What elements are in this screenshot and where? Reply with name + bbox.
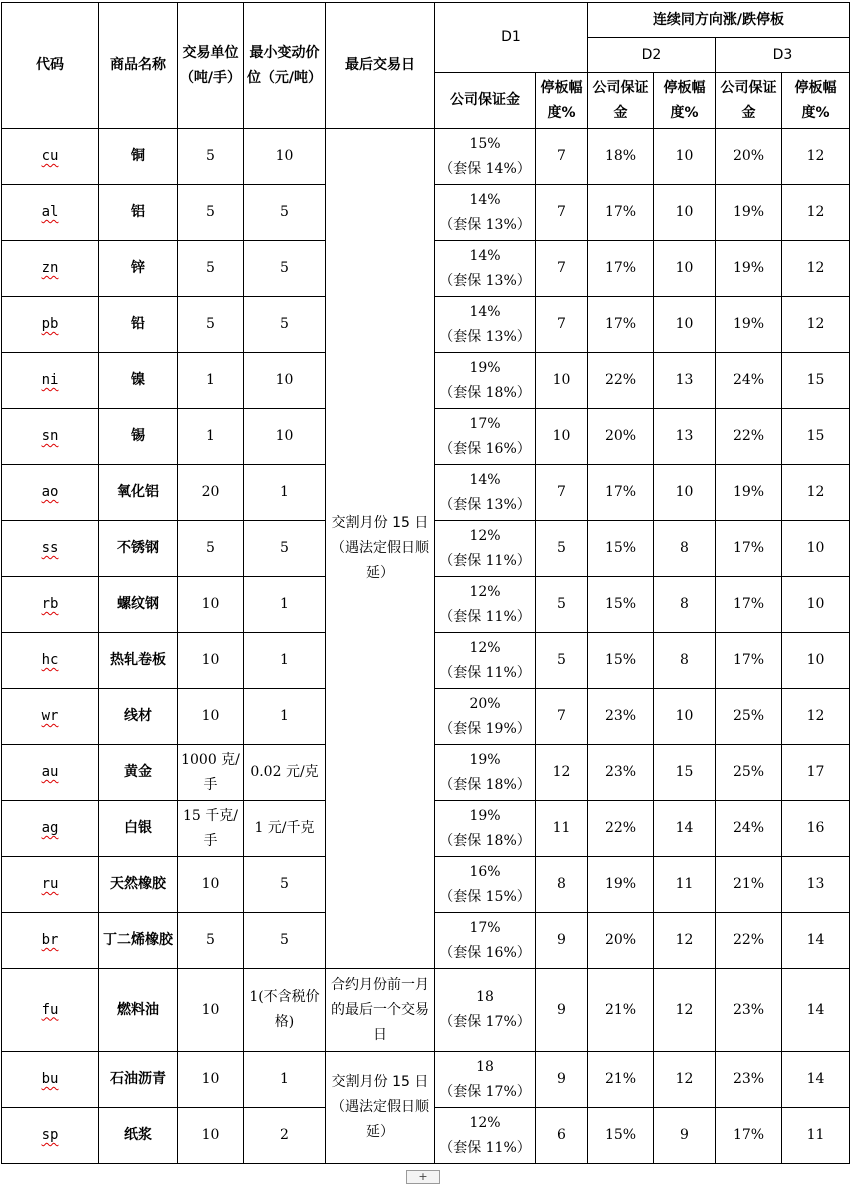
cell-d3-margin: 23%	[716, 969, 782, 1052]
cell-d1-margin	[435, 689, 536, 745]
cell-name: 燃料油	[99, 969, 178, 1052]
cell-unit: 1	[178, 409, 244, 465]
cell-d1-margin	[435, 297, 536, 353]
cell-tick: 5	[244, 857, 326, 913]
cell-d3-margin: 17%	[716, 577, 782, 633]
cell-code	[2, 745, 99, 801]
cell-tick: 10	[244, 409, 326, 465]
cell-code	[2, 521, 99, 577]
cell-unit: 10	[178, 633, 244, 689]
code-text: sp	[41, 1127, 59, 1143]
cell-name: 镍	[99, 353, 178, 409]
cell-d2-limit: 8	[654, 521, 716, 577]
d1-margin-value: 14%	[469, 303, 501, 320]
cell-tick: 0.02 元/克	[244, 745, 326, 801]
cell-d2-limit: 12	[654, 969, 716, 1052]
cell-d2-margin: 22%	[588, 353, 654, 409]
cell-d3-margin: 17%	[716, 633, 782, 689]
d1-margin-value: 17%	[469, 415, 501, 432]
cell-tick: 10	[244, 353, 326, 409]
d1-margin-value: 18	[476, 1058, 494, 1075]
cell-name: 丁二烯橡胶	[99, 913, 178, 969]
cell-code	[2, 241, 99, 297]
d1-margin-value: 14%	[469, 247, 501, 264]
cell-d2-limit: 12	[654, 913, 716, 969]
cell-unit: 1	[178, 353, 244, 409]
cell-d1-margin	[435, 353, 536, 409]
cell-d3-limit: 14	[782, 913, 850, 969]
cell-d1-limit: 12	[536, 745, 588, 801]
cell-code	[2, 689, 99, 745]
d1-margin-value: 12%	[469, 527, 501, 544]
cell-d3-limit: 12	[782, 241, 850, 297]
d1-hedge-value: （套保 15%）	[439, 888, 531, 905]
cell-d1-limit: 7	[536, 129, 588, 185]
d1-hedge-value: （套保 16%）	[439, 440, 531, 457]
cell-name: 螺纹钢	[99, 577, 178, 633]
cell-code	[2, 969, 99, 1052]
cell-unit: 10	[178, 689, 244, 745]
header-d3-margin: 公司保证金	[716, 73, 782, 129]
cell-d2-margin: 17%	[588, 241, 654, 297]
code-text: ss	[41, 540, 59, 556]
d1-margin-value: 12%	[469, 639, 501, 656]
code-text: br	[41, 932, 59, 948]
cell-d2-limit: 15	[654, 745, 716, 801]
cell-code	[2, 353, 99, 409]
d1-margin-value: 17%	[469, 919, 501, 936]
cell-d2-margin: 15%	[588, 1108, 654, 1164]
cell-d3-margin: 25%	[716, 745, 782, 801]
cell-code	[2, 577, 99, 633]
cell-last-day-c: 交割月份 15 日（遇法定假日顺延）	[326, 1052, 435, 1164]
d1-margin-value: 14%	[469, 471, 501, 488]
cell-d2-limit: 10	[654, 297, 716, 353]
cell-d2-limit: 10	[654, 185, 716, 241]
cell-code	[2, 913, 99, 969]
cell-name: 锡	[99, 409, 178, 465]
d1-hedge-value: （套保 17%）	[439, 1083, 531, 1100]
cell-unit: 5	[178, 241, 244, 297]
cell-d1-limit: 9	[536, 1052, 588, 1108]
cell-unit: 5	[178, 521, 244, 577]
cell-unit: 1000 克/手	[178, 745, 244, 801]
cell-d3-margin: 19%	[716, 465, 782, 521]
d1-margin-value: 20%	[469, 695, 501, 712]
cell-d2-margin: 21%	[588, 1052, 654, 1108]
cell-name: 黄金	[99, 745, 178, 801]
cell-d2-margin: 15%	[588, 577, 654, 633]
d1-hedge-value: （套保 13%）	[439, 496, 531, 513]
cell-d2-margin: 17%	[588, 465, 654, 521]
cell-code	[2, 857, 99, 913]
cell-d1-limit: 9	[536, 969, 588, 1052]
cell-d3-margin: 19%	[716, 185, 782, 241]
cell-d3-margin: 19%	[716, 297, 782, 353]
cell-unit: 10	[178, 1108, 244, 1164]
cell-d2-margin: 20%	[588, 409, 654, 465]
cell-d3-limit: 14	[782, 969, 850, 1052]
header-last-day: 最后交易日	[326, 3, 435, 129]
cell-d2-limit: 9	[654, 1108, 716, 1164]
code-text: ao	[41, 484, 59, 500]
cell-d1-limit: 5	[536, 577, 588, 633]
cell-tick: 5	[244, 913, 326, 969]
cell-d2-margin: 21%	[588, 969, 654, 1052]
cell-code	[2, 465, 99, 521]
cell-d3-limit: 15	[782, 353, 850, 409]
cell-d1-margin	[435, 969, 536, 1052]
header-d1-limit: 停板幅度%	[536, 73, 588, 129]
cell-unit: 5	[178, 129, 244, 185]
cell-d1-margin	[435, 745, 536, 801]
cell-d3-limit: 12	[782, 297, 850, 353]
cell-unit: 10	[178, 857, 244, 913]
cell-d1-margin	[435, 1052, 536, 1108]
cell-d1-margin	[435, 465, 536, 521]
d1-hedge-value: （套保 11%）	[439, 1139, 531, 1156]
cell-d3-limit: 15	[782, 409, 850, 465]
d1-hedge-value: （套保 14%）	[439, 160, 531, 177]
d1-hedge-value: （套保 18%）	[439, 776, 531, 793]
cell-d3-limit: 16	[782, 801, 850, 857]
cell-d1-margin	[435, 129, 536, 185]
header-unit: 交易单位（吨/手）	[178, 3, 244, 129]
margin-table	[1, 2, 850, 1164]
d1-margin-value: 18	[476, 989, 494, 1005]
cell-d1-margin	[435, 857, 536, 913]
d1-hedge-value: （套保 18%）	[439, 384, 531, 401]
cell-unit: 5	[178, 297, 244, 353]
cell-code	[2, 633, 99, 689]
cell-d2-margin: 18%	[588, 129, 654, 185]
d1-hedge-value: （套保 11%）	[439, 608, 531, 625]
code-text: hc	[41, 652, 59, 668]
cell-d2-limit: 10	[654, 465, 716, 521]
cell-d1-limit: 6	[536, 1108, 588, 1164]
cell-d1-margin	[435, 521, 536, 577]
cell-name: 白银	[99, 801, 178, 857]
table-row	[2, 969, 850, 1052]
cell-d2-limit: 10	[654, 129, 716, 185]
cell-d3-margin: 22%	[716, 409, 782, 465]
cell-unit: 10	[178, 577, 244, 633]
d1-hedge-value: （套保 16%）	[439, 944, 531, 961]
cell-d2-limit: 8	[654, 577, 716, 633]
cell-tick: 1	[244, 1052, 326, 1108]
cell-d3-margin: 17%	[716, 1108, 782, 1164]
cell-d2-margin: 15%	[588, 521, 654, 577]
cell-d1-limit: 10	[536, 353, 588, 409]
code-text: cu	[41, 148, 59, 164]
cell-d2-margin: 17%	[588, 297, 654, 353]
header-d3-limit: 停板幅度%	[782, 73, 850, 129]
code-text: rb	[41, 596, 59, 612]
code-text: au	[41, 764, 59, 780]
code-text: fu	[41, 1001, 59, 1018]
cell-d2-limit: 11	[654, 857, 716, 913]
cell-code	[2, 1052, 99, 1108]
cell-tick: 5	[244, 241, 326, 297]
d1-hedge-value: （套保 11%）	[439, 552, 531, 569]
cell-d1-limit: 11	[536, 801, 588, 857]
code-text: ru	[41, 876, 59, 892]
cell-tick: 1	[244, 633, 326, 689]
cell-d3-margin: 25%	[716, 689, 782, 745]
d1-margin-value: 16%	[469, 863, 501, 880]
cell-d1-margin	[435, 1108, 536, 1164]
cell-code	[2, 129, 99, 185]
cell-d2-margin: 22%	[588, 801, 654, 857]
table-row	[2, 1052, 850, 1108]
cell-d1-margin	[435, 409, 536, 465]
cell-d2-limit: 10	[654, 689, 716, 745]
cell-tick: 5	[244, 297, 326, 353]
cell-d2-limit: 14	[654, 801, 716, 857]
cell-d3-limit: 10	[782, 633, 850, 689]
cell-d2-limit: 10	[654, 241, 716, 297]
cell-tick: 1	[244, 465, 326, 521]
cell-unit: 15 千克/手	[178, 801, 244, 857]
cell-d3-margin: 19%	[716, 241, 782, 297]
header-tick: 最小变动价位（元/吨）	[244, 3, 326, 129]
header-d1: D1	[435, 3, 588, 73]
cell-d3-margin: 21%	[716, 857, 782, 913]
table-row	[2, 129, 850, 185]
cell-name: 铜	[99, 129, 178, 185]
cell-d1-limit: 7	[536, 465, 588, 521]
cell-d3-limit: 12	[782, 185, 850, 241]
cell-tick: 2	[244, 1108, 326, 1164]
cell-d1-limit: 7	[536, 241, 588, 297]
cell-unit: 10	[178, 969, 244, 1052]
cell-d1-limit: 7	[536, 297, 588, 353]
cell-unit: 20	[178, 465, 244, 521]
cell-d1-limit: 5	[536, 633, 588, 689]
cell-code	[2, 801, 99, 857]
code-text: ag	[41, 820, 59, 836]
cell-name: 热轧卷板	[99, 633, 178, 689]
cell-code	[2, 297, 99, 353]
d1-hedge-value: （套保 13%）	[439, 328, 531, 345]
header-d2-limit: 停板幅度%	[654, 73, 716, 129]
cell-name: 石油沥青	[99, 1052, 178, 1108]
cell-code	[2, 1108, 99, 1164]
cell-d2-margin: 19%	[588, 857, 654, 913]
cell-d1-margin	[435, 185, 536, 241]
cell-d2-limit: 13	[654, 353, 716, 409]
cell-tick: 1	[244, 577, 326, 633]
header-d2-margin: 公司保证金	[588, 73, 654, 129]
cell-d2-margin: 23%	[588, 689, 654, 745]
cell-d3-limit: 13	[782, 857, 850, 913]
cell-tick: 10	[244, 129, 326, 185]
cell-d3-margin: 17%	[716, 521, 782, 577]
cell-tick: 5	[244, 521, 326, 577]
cell-unit: 10	[178, 1052, 244, 1108]
cell-d2-margin: 17%	[588, 185, 654, 241]
cell-d2-margin: 20%	[588, 913, 654, 969]
cell-name: 氧化铝	[99, 465, 178, 521]
code-text: al	[41, 204, 59, 220]
cell-d3-margin: 22%	[716, 913, 782, 969]
cell-d3-margin: 24%	[716, 801, 782, 857]
cell-last-day-b: 合约月份前一月的最后一个交易日	[326, 969, 435, 1052]
cell-tick: 1	[244, 689, 326, 745]
cell-name: 纸浆	[99, 1108, 178, 1164]
header-name: 商品名称	[99, 3, 178, 129]
cell-d2-margin: 23%	[588, 745, 654, 801]
d1-margin-value: 19%	[469, 359, 501, 376]
cell-d1-limit: 9	[536, 913, 588, 969]
cell-d1-margin	[435, 241, 536, 297]
cell-d2-limit: 13	[654, 409, 716, 465]
cell-tick: 1 元/千克	[244, 801, 326, 857]
cell-d3-limit: 12	[782, 689, 850, 745]
cell-d1-limit: 7	[536, 185, 588, 241]
cell-name: 铝	[99, 185, 178, 241]
cell-d3-limit: 12	[782, 129, 850, 185]
cell-d2-margin: 15%	[588, 633, 654, 689]
cell-d1-limit: 7	[536, 689, 588, 745]
d1-hedge-value: （套保 18%）	[439, 832, 531, 849]
header-d1-margin: 公司保证金	[435, 73, 536, 129]
d1-margin-value: 12%	[469, 1114, 501, 1131]
cell-d3-margin: 24%	[716, 353, 782, 409]
d1-margin-value: 12%	[469, 583, 501, 600]
cell-tick: 5	[244, 185, 326, 241]
cell-d1-margin	[435, 577, 536, 633]
cell-d1-margin	[435, 801, 536, 857]
cell-name: 不锈钢	[99, 521, 178, 577]
code-text: ni	[41, 372, 59, 388]
d1-hedge-value: （套保 13%）	[439, 272, 531, 289]
cell-d3-margin: 23%	[716, 1052, 782, 1108]
cell-d1-margin	[435, 913, 536, 969]
d1-margin-value: 14%	[469, 191, 501, 208]
cell-name: 铅	[99, 297, 178, 353]
d1-hedge-value: （套保 19%）	[439, 720, 531, 737]
d1-margin-value: 15%	[469, 135, 501, 152]
add-row-button[interactable]: +	[406, 1170, 440, 1184]
cell-code	[2, 185, 99, 241]
cell-d3-limit: 10	[782, 521, 850, 577]
cell-unit: 5	[178, 185, 244, 241]
cell-d1-limit: 5	[536, 521, 588, 577]
cell-d3-limit: 14	[782, 1052, 850, 1108]
cell-code	[2, 409, 99, 465]
d1-margin-value: 19%	[469, 807, 501, 824]
cell-d2-limit: 8	[654, 633, 716, 689]
cell-name: 线材	[99, 689, 178, 745]
d1-margin-value: 19%	[469, 751, 501, 768]
cell-unit: 5	[178, 913, 244, 969]
d1-hedge-value: （套保 17%）	[439, 1014, 531, 1030]
cell-d3-limit: 17	[782, 745, 850, 801]
cell-d3-limit: 12	[782, 465, 850, 521]
cell-d2-limit: 12	[654, 1052, 716, 1108]
cell-name: 天然橡胶	[99, 857, 178, 913]
cell-d3-limit: 10	[782, 577, 850, 633]
code-text: pb	[41, 316, 59, 332]
header-code: 代码	[2, 3, 99, 129]
cell-d1-limit: 10	[536, 409, 588, 465]
header-consecutive: 连续同方向涨/跌停板	[588, 3, 850, 38]
d1-hedge-value: （套保 13%）	[439, 216, 531, 233]
d1-hedge-value: （套保 11%）	[439, 664, 531, 681]
code-text: bu	[41, 1071, 59, 1087]
cell-last-day-a: 交割月份 15 日（遇法定假日顺延）	[326, 129, 435, 969]
cell-d3-limit: 11	[782, 1108, 850, 1164]
cell-tick: 1(不含税价格)	[244, 969, 326, 1052]
cell-name: 锌	[99, 241, 178, 297]
cell-d1-margin	[435, 633, 536, 689]
cell-d1-limit: 8	[536, 857, 588, 913]
cell-d3-margin: 20%	[716, 129, 782, 185]
header-d3: D3	[716, 38, 850, 73]
code-text: sn	[41, 428, 59, 444]
header-d2: D2	[588, 38, 716, 73]
code-text: zn	[41, 260, 59, 276]
code-text: wr	[41, 708, 59, 724]
